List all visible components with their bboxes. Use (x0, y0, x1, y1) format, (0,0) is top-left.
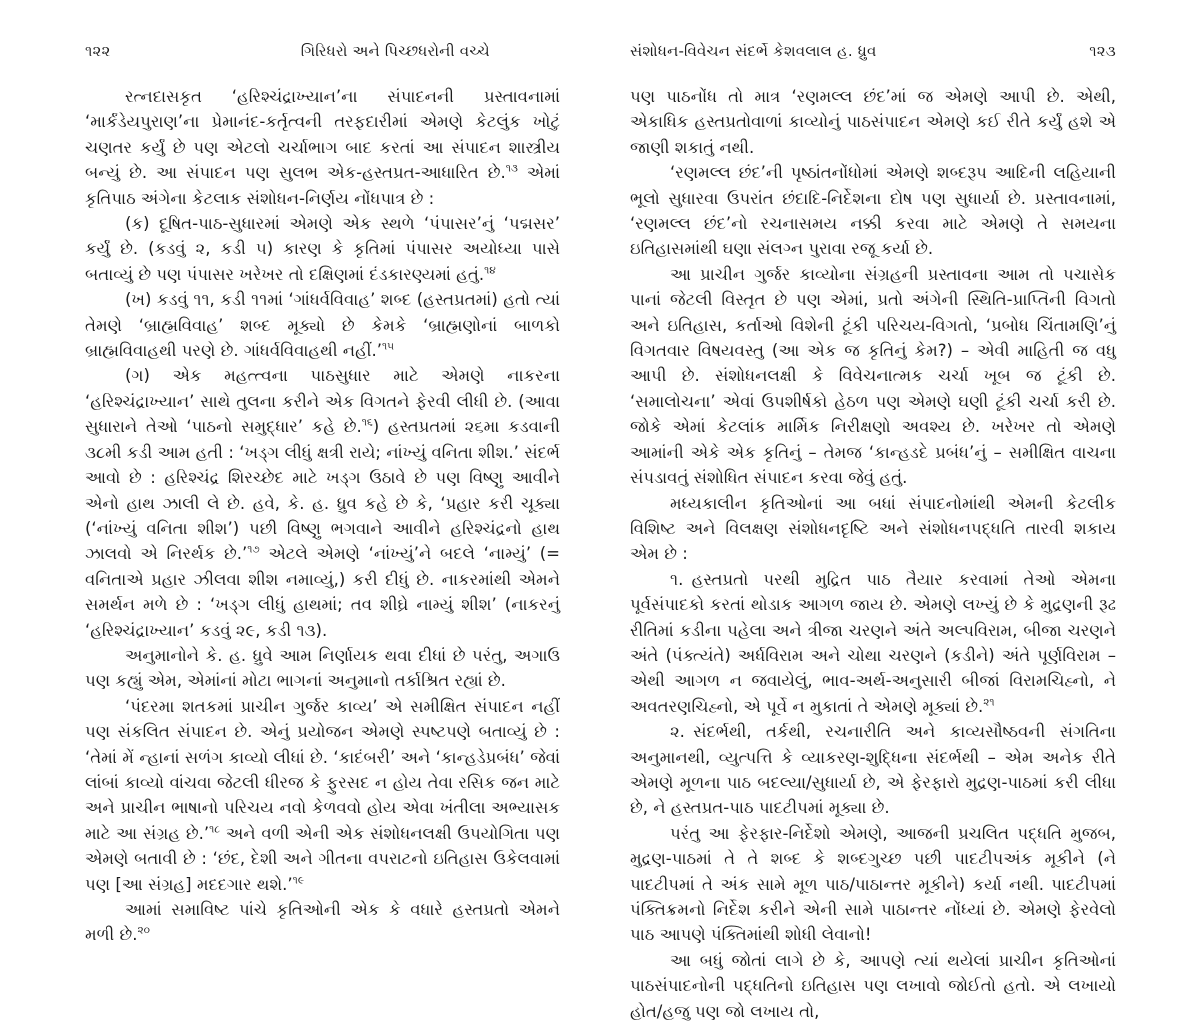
paragraph: પણ પાઠનોંધ તો માત્ર ‘રણમલ્લ છંદ’માં જ એમણે આપી છે. એથી, એકાધિક હસ્તપ્રતોવાળાં કાવ્યોનું પાઠસંપાદન એમણે કઈ રીતે કર્યું હશે એ જાણી શકાતું નથી. (630, 87, 1116, 157)
footnote-ref: ૧૭ (247, 543, 260, 556)
footnote-ref: ૨૧ (983, 696, 995, 709)
page-number-left: ૧૨૨ (85, 42, 111, 60)
running-title-left: ગિરિધરો અને પિચ્છધરોની વચ્ચે (300, 42, 490, 60)
footnote-ref: ૧૬ (361, 416, 373, 429)
page-left-body (85, 84, 560, 948)
footnote-ref: ૧૮ (209, 823, 221, 836)
paragraph: રત્નદાસકૃત ‘હરિશ્ચંદ્રાખ્યાન’ના સંપાદનની પ્રસ્તાવનામાં ‘માર્કંડેયપુરાણ’ના પ્રેમાનંદ-કર્તૃત્વની તરફદારીમાં એમણે કેટલુંક ખોટું ચણતર કર્યું છે પણ એટલો ચર્ચાભાગ બાદ કરતાં આ સંપાદન શાસ્ત્રીય બન્યું છે. આ સંપાદન પણ સુલભ એક-હસ્તપ્રત-આધારિત છે.$^{૧૩}$ એમાં કૃતિપાઠ અંગેના કેટલાક સંશોધન-નિર્ણય નોંધપાત્ર છે : (85, 87, 560, 208)
paragraph: ‘પંદરમા શતકમાં પ્રાચીન ગુર્જર કાવ્ય’ એ સમીક્ષિત સંપાદન નહીં પણ સંકલિત સંપાદન છે. એનું પ્રયોજન એમણે સ્પષ્ટપણે બતાવ્યું છે : ‘તેમાં મેં ન્હાનાં સળંગ કાવ્યો લીધાં છે. ‘કાદંબરી’ અને ‘કાન્હડેપ્રબંધ’ જેવાં લાંબાં કાવ્યો વાંચવા જેટલી ધીરજ કે ફુરસદ ન હોય તેવા રસિક જન માટે અને પ્રાચીન ભાષાનો પરિચય નવો કેળવવો હોય એવા ખંતીલા અભ્યાસક માટે આ સંગ્રહ છે.’$^{૧૮}$ અને વળી એની એક સંશોધનલક્ષી ઉપયોગિતા પણ એમણે બતાવી છે : ‘છંદ, દેશી અને ગીતના વપરાટનો ઇતિહાસ ઉકેલવામાં પણ [આ સંગ્રહ] મદદગાર થશે.’$^{૧૯}$ (85, 696, 560, 894)
paragraph: પરંતુ આ ફેરફાર-નિર્દેશો એમણે, આજની પ્રચલિત પદ્ધતિ મુજબ, મુદ્રણ-પાઠમાં તે તે શબ્દ કે શબ્દગુચ્છ પછી પાદટીપઅંક મૂકીને (ને પાદટીપમાં તે અંક સામે મૂળ પાઠ/પાઠાન્તર મૂકીને) કર્યા નથી. પાદટીપમાં પંક્તિક્રમનો નિર્દેશ કરીને એની સામે પાઠાન્તર નોંધ્યાં છે. એમણે ફેરવેલો પાઠ આપણે પંક્તિમાંથી શોધી લેવાનો! (630, 823, 1116, 945)
paragraph: ૧. હસ્તપ્રતો પરથી મુદ્રિત પાઠ તૈયાર કરવામાં તેઓ એમના પૂર્વસંપાદકો કરતાં થોડાક આગળ જાય છે. એમણે લખ્યું છે કે મુદ્રણની રૂઢ રીતિમાં કડીના પહેલા અને ત્રીજા ચરણને અંતે અલ્પવિરામ, બીજા ચરણને અંતે (પંક્ત્યંતે) અર્ધવિરામ અને ચોથા ચરણને (કડીને) અંતે પૂર્ણવિરામ – એથી આગળ ન જવાયેલું, ભાવ-અર્થ-અનુસારી બીજાં વિરામચિહ્નો, ને અવતરણચિહ્નો, એ પૂર્વે ન મુકાતાં તે એમણે મૂક્યાં છે.$^{૨૧}$ (630, 569, 1116, 716)
paragraph: ‘રણમલ્લ છંદ’ની પૃષ્ઠાંતનોંધોમાં એમણે શબ્દરૂપ આદિની લહિયાની ભૂલો સુધારવા ઉપરાંત છંદાદિ-નિર્દેશના દોષ પણ સુધાર્યા છે. પ્રસ્તાવનામાં, ‘રણમલ્લ છંદ’નો રચનાસમય નક્કી કરવા માટે એમણે તે સમયના ઇતિહાસમાંથી ઘણા સંલગ્ન પુરાવા રજૂ કર્યા છે. (630, 163, 1116, 259)
page-right (600, 0, 1200, 1021)
page-right-header (630, 42, 1116, 60)
page-number-right: ૧૨૩ (1089, 42, 1116, 60)
paragraph: (ગ) એક મહત્ત્વના પાઠસુધાર માટે એમણે નાકરના ‘હરિશ્ચંદ્રાખ્યાન’ સાથે તુલના કરીને એક વિગતને ફેરવી લીધી છે. (આવા સુધારાને તેઓ ‘પાઠનો સમુદ્ધાર’ કહે છે.$^{૧૬}$) હસ્તપ્રતમાં ૨૬મા કડવાની ૩૮મી કડી આમ હતી : ‘ખડ્ગ લીધું ક્ષત્રી રાયે; નાંખ્યું વનિતા શીશ.’ સંદર્ભ આવો છે : હરિશ્ચંદ્ર શિરચ્છેદ માટે ખડ્ગ ઉઠાવે છે પણ વિષ્ણુ આવીને એનો હાથ ઝાલી લે છે. હવે, કે. હ. ધ્રુવ કહે છે કે, ‘પ્રહાર કરી ચૂક્યા (‘નાંખ્યું વનિતા શીશ’) પછી વિષ્ણુ ભગવાને આવીને હરિશ્ચંદ્રનો હાથ ઝાલવો એ નિરર્થક છે.’$^{૧૭}$ એટલે એમણે ‘નાંખ્યું’ને બદલે ‘નામ્યું’ (= વનિતાએ પ્રહાર ઝીલવા શીશ નમાવ્યું,) કરી દીધું છે. નાકરમાંથી એમને સમર્થન મળે છે : ‘ખડ્ગ લીધું હાથમાં; તવ શીઘ્રે નામ્યું શીશ’ (નાકરનું ‘હરિશ્ચંદ્રાખ્યાન’ કડવું ૨૯, કડી ૧૩). (85, 366, 561, 640)
footnote-ref: ૧૩ (505, 162, 518, 175)
footnote-ref: ૨૦ (137, 924, 150, 937)
running-title-right: સંશોધન-વિવેચન સંદર્ભે કેશવલાલ હ. ધ્રુવ (630, 42, 877, 60)
paragraph: (ક) દૂષિત-પાઠ-સુધારમાં એમણે એક સ્થળે ‘પંપાસર’નું ‘પદ્મસર’ કર્યું છે. (કડવું ૨, કડી ૫) કારણ કે કૃતિમાં પંપાસર અયોધ્યા પાસે બતાવ્યું છે પણ પંપાસર ખરેખર તો દક્ષિણમાં દંડકારણ્યમાં હતું.$^{૧૪}$ (85, 214, 560, 284)
footnote-ref: ૧૫ (382, 340, 395, 353)
page-left (0, 0, 600, 945)
paragraph: (ખ) કડવું ૧૧, કડી ૧૧માં ‘ગાંધર્વવિવાહ’ શબ્દ (હસ્તપ્રતમાં) હતો ત્યાં તેમણે ‘બ્રાહ્મવિવાહ’ શબ્દ મૂક્યો છે કેમકે ‘બ્રાહ્મણોનાં બાળકો બ્રાહ્મવિવાહથી પરણે છે. ગાંધર્વવિવાહથી નહીં.’$^{૧૫}$ (85, 290, 560, 361)
paragraph: આ બધું જોતાં લાગે છે કે, આપણે ત્યાં થયેલાં પ્રાચીન કૃતિઓનાં પાઠસંપાદનોની પદ્ધતિનો ઇતિહાસ પણ લખાવો જોઈતો હતો. એ લખાયો હોત/હજુ પણ જો લખાય તો, (630, 950, 1116, 1021)
footnote-ref: ૧૪ (484, 264, 496, 277)
paragraph: ૨. સંદર્ભથી, તર્કથી, રચનારીતિ અને કાવ્યસૌષ્ઠવની સંગતિના અનુમાનથી, વ્યુત્પત્તિ કે વ્યાકરણ-શુદ્ધિના સંદર્ભથી – એમ અનેક રીતે એમણે મૂળના પાઠ બદલ્યા/સુધાર્યા છે, એ ફેરફારો મુદ્રણ-પાઠમાં કરી લીધા છે, ને હસ્તપ્રત-પાઠ પાદટીપમાં મૂક્યા છે. (630, 722, 1116, 818)
paragraph: અનુમાનોને કે. હ. ધ્રુવે આમ નિર્ણાયક થવા દીધાં છે પરંતુ, અગાઉ પણ કહ્યું એમ, એમાંનાં મોટા ભાગનાં અનુમાનો તર્કાશ્રિત રહ્યાં છે. (85, 645, 560, 691)
paragraph: મધ્યકાલીન કૃતિઓનાં આ બધાં સંપાદનોમાંથી એમની કેટલીક વિશિષ્ટ અને વિલક્ષણ સંશોધનદૃષ્ટિ અને સંશોધનપદ્ધતિ તારવી શકાય એમ છે : (630, 493, 1116, 564)
page-left-header (85, 42, 560, 60)
paragraph: આ પ્રાચીન ગુર્જર કાવ્યોના સંગ્રહની પ્રસ્તાવના આમ તો પચાસેક પાનાં જેટલી વિસ્તૃત છે પણ એમાં, પ્રતો અંગેની સ્થિતિ-પ્રાપ્તિની વિગતો અને ઇતિહાસ, કર્તાઓ વિશેની ટૂંકી પરિચય-વિગતો, ‘પ્રબોધ ચિંતામણિ’નું વિગતવાર વિષયવસ્તુ (આ એક જ કૃતિનું કેમ?) – એવી માહિતી જ વધુ આપી છે. સંશોધનલક્ષી કે વિવેચનાત્મક ચર્ચા ખૂબ જ ટૂંકી છે. ‘સમાલોચના’ એવાં ઉપશીર્ષકો હેઠળ પણ એમણે ઘણી ટૂંકી ચર્ચા કરી છે. જોકે એમાં કેટલાંક માર્મિક નિરીક્ષણો અવશ્ય છે. ખરેખર તો એમણે આમાંની એકે એક કૃતિનું – તેમજ ‘કાન્હડદે પ્રબંધ’નું – સમીક્ષિત વાચના સંપડાવતું સંશોધિત સંપાદન કરવા જેવું હતું. (630, 264, 1116, 488)
paragraph: આમાં સમાવિષ્ટ પાંચે કૃતિઓની એક કે વધારે હસ્તપ્રતો એમને મળી છે.$^{૨૦}$ (85, 900, 560, 945)
footnote-ref: ૧૯ (292, 874, 305, 887)
page-right-body (630, 84, 1116, 1024)
